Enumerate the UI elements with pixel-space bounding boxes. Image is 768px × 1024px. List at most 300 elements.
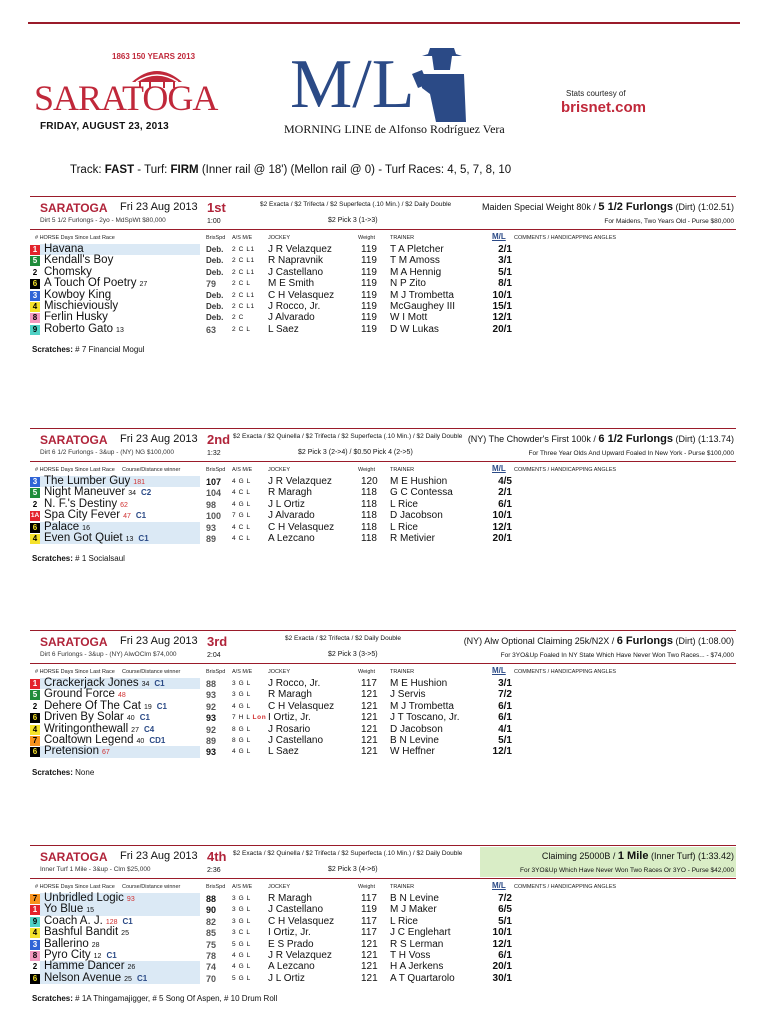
table-row <box>30 510 736 521</box>
race-block <box>30 630 736 777</box>
table-row <box>30 939 736 950</box>
horse-name: Hamme Dancer <box>44 960 125 973</box>
condition-surface: (Dirt) (1:13.74) <box>672 434 734 444</box>
trainer-name: L Rice <box>390 521 418 533</box>
morning-line-odds: 4/5 <box>498 476 512 487</box>
jockey-name: C H Velasquez <box>268 289 335 301</box>
morning-line-odds: 15/1 <box>492 300 512 312</box>
weight-value: 118 <box>361 532 377 544</box>
course-distance-badge: C2 <box>140 488 152 498</box>
trainer-name: N P Zito <box>390 278 426 290</box>
condition-surface: (Dirt) (1:08.00) <box>672 636 734 646</box>
post-position-badge: 6 <box>30 713 40 723</box>
col-horse: # HORSE Days Since Last Race <box>35 884 115 890</box>
post-time: 2:36 <box>207 867 221 874</box>
turf-status: FIRM <box>170 164 199 176</box>
trainer-name: W Heffner <box>390 746 435 758</box>
post-time: 1:00 <box>207 218 221 225</box>
weight-value: 121 <box>361 700 378 712</box>
age-sex-med <box>232 489 251 496</box>
age-sex-med <box>232 257 255 264</box>
race-header <box>30 196 736 230</box>
post-position-badge: 2 <box>30 962 40 972</box>
horse-name: Spa City Fever <box>44 509 121 522</box>
days-since-last-race: 128 <box>105 918 118 926</box>
post-position-badge: 7 <box>30 736 40 746</box>
jockey-name: J Rocco, Jr. <box>268 300 321 312</box>
trainer-name: T M Amoss <box>390 255 440 267</box>
post-position-badge: 2 <box>30 500 40 510</box>
brisnet-logo: brisnet.com <box>561 99 647 116</box>
age-sex-med <box>232 269 255 276</box>
morning-line-odds: 20/1 <box>492 323 512 335</box>
weight-value: 119 <box>361 323 377 335</box>
col-brisspd: BrisSpd <box>206 467 226 473</box>
weight-value: 119 <box>361 300 377 312</box>
horse-name: The Lumber Guy <box>44 475 131 487</box>
age-sex-med <box>232 929 251 936</box>
post-position-badge: 6 <box>30 747 40 757</box>
jockey-name: R Maragh <box>268 689 312 701</box>
table-row <box>30 290 736 301</box>
trainer-name: D Jacobson <box>390 723 443 735</box>
horse-name: Yo Blue <box>44 903 84 916</box>
scratches-list: # 1 Socialsaul <box>75 554 125 564</box>
col-course-distance: Course/Distance winner <box>122 884 181 890</box>
speed-figure: Deb. <box>206 290 224 300</box>
speed-figure: 90 <box>206 905 217 916</box>
table-row <box>30 724 736 735</box>
col-trainer: TRAINER <box>390 467 415 473</box>
post-time: 2:04 <box>207 652 221 659</box>
speed-figure: 107 <box>206 477 222 487</box>
race-purse: For Maidens, Two Years Old - Purse $80,000 <box>604 218 734 225</box>
jockey-name: L Saez <box>268 323 299 335</box>
age-sex-value: 2 C L1 <box>232 302 255 310</box>
col-brisspd: BrisSpd <box>206 669 226 675</box>
horse-name: Pyro City <box>44 948 91 961</box>
days-since-last-race: 62 <box>120 501 128 509</box>
morning-line-odds: 2/1 <box>498 487 512 499</box>
post-position-badge: 8 <box>30 951 40 961</box>
weight-value: 121 <box>361 949 378 961</box>
col-morning-line: M/L <box>492 232 506 241</box>
horse-name: Coach A. J. <box>44 914 103 927</box>
post-position-badge: 1A <box>30 512 40 520</box>
morning-line-odds: 3/1 <box>498 678 512 689</box>
scratches-line <box>32 768 94 777</box>
race-purse: For 3YO&Up Foaled In NY State Which Have Never Won Two Races... - $74,000 <box>500 652 734 659</box>
age-sex-med <box>232 512 251 519</box>
horse-name-cell <box>40 973 200 984</box>
post-position-badge: 3 <box>30 477 40 487</box>
days-since-last-race: 34 <box>141 681 150 688</box>
age-sex-med <box>232 918 251 925</box>
post-position-badge: 9 <box>30 917 40 927</box>
age-sex-value: 3 G L <box>232 895 251 902</box>
race-track: SARATOGA <box>40 635 108 649</box>
age-sex-med <box>232 941 251 948</box>
age-sex-med <box>232 963 251 970</box>
race-distance: 5 1/2 Furlongs <box>598 201 673 213</box>
jockey-name: C H Velasquez <box>268 700 335 712</box>
race-block <box>30 845 736 1004</box>
race-block <box>30 428 736 564</box>
race-date: Fri 23 Aug 2013 <box>120 850 198 862</box>
table-row <box>30 701 736 712</box>
card-date: FRIDAY, AUGUST 23, 2013 <box>40 121 169 132</box>
age-sex-value: 8 G L <box>232 725 251 733</box>
morning-line-odds: 5/1 <box>498 915 512 927</box>
race-header <box>30 630 736 664</box>
top-rule <box>28 22 740 24</box>
course-distance-badge: C1 <box>138 533 149 543</box>
morning-line-odds: 12/1 <box>492 746 512 758</box>
days-since-last-race: 47 <box>123 513 131 521</box>
horse-name: Ground Force <box>44 688 115 701</box>
age-sex-value: 7 H L <box>232 714 251 722</box>
post-position-badge: 4 <box>30 928 40 938</box>
post-position-badge: 1 <box>30 905 40 915</box>
speed-figure: Deb. <box>206 256 224 266</box>
age-sex-med <box>232 737 251 744</box>
age-sex-med <box>232 524 251 531</box>
col-weight: Weight <box>358 669 376 675</box>
speed-figure: 92 <box>206 701 217 712</box>
days-since-last-race: 67 <box>101 749 110 757</box>
speed-figure: 93 <box>206 690 217 701</box>
speed-figure: 104 <box>206 488 222 499</box>
morning-line-odds: 3/1 <box>498 255 512 267</box>
morning-line-odds: 12/1 <box>492 312 512 324</box>
condition-surface: (Dirt) (1:02.51) <box>672 202 734 212</box>
race-distance: 6 1/2 Furlongs <box>598 433 673 445</box>
days-since-last-race: 40 <box>126 715 135 723</box>
jockey-name: R Maragh <box>268 893 312 904</box>
horse-name: Roberto Gato <box>44 322 114 335</box>
horse-name: Coaltown Legend <box>44 733 134 746</box>
col-weight: Weight <box>358 884 376 890</box>
morning-line-odds: 20/1 <box>492 961 512 973</box>
horse-name-cell <box>40 324 200 335</box>
race-date: Fri 23 Aug 2013 <box>120 635 198 647</box>
age-sex-med <box>232 748 251 755</box>
trainer-name: H A Jerkens <box>390 961 444 973</box>
horse-name: Crackerjack Jones <box>44 677 139 689</box>
condition-type: (NY) Alw Optional Claiming 25k/N2X / <box>463 636 617 646</box>
race-conditions <box>468 433 734 445</box>
col-weight: Weight <box>358 467 376 473</box>
morning-line-odds: 6/5 <box>498 904 512 916</box>
course-distance-badge: C1 <box>156 701 167 711</box>
col-trainer: TRAINER <box>390 884 415 890</box>
jockey-name: J Alvarado <box>268 510 315 522</box>
horse-name: Even Got Quiet <box>44 531 123 544</box>
jockey-name: A Lezcano <box>268 961 315 973</box>
column-headers <box>30 664 736 678</box>
table-row <box>30 735 736 746</box>
course-distance-badge: C1 <box>106 950 117 960</box>
scratches-label: Scratches: <box>32 994 76 1004</box>
weight-value: 121 <box>361 723 378 735</box>
col-age-sex: A/S M/E <box>232 884 253 890</box>
col-horse: # HORSE Days Since Last Race <box>35 669 115 675</box>
col-morning-line: M/L <box>492 881 506 890</box>
table-row <box>30 255 736 266</box>
trainer-name: J C Englehart <box>390 927 451 939</box>
col-brisspd: BrisSpd <box>206 235 226 241</box>
table-row <box>30 533 736 544</box>
age-sex-value: 4 C L <box>232 523 251 531</box>
trainer-name: R S Lerman <box>390 938 444 950</box>
condition-type: Claiming 25000B / <box>541 851 618 861</box>
speed-figure: Deb. <box>206 267 224 277</box>
jockey-name: A Lezcano <box>268 532 315 544</box>
trainer-name: McGaughey III <box>390 300 456 312</box>
weight-value: 119 <box>361 904 377 916</box>
morning-line-odds: 10/1 <box>492 510 512 522</box>
col-comments: COMMENTS / HANDICAPPING ANGLES <box>514 669 617 675</box>
jockey-name: J Rosario <box>268 723 311 735</box>
jockey-name: R Maragh <box>268 487 312 499</box>
race-conditions <box>542 850 734 862</box>
race-conditions <box>482 201 734 213</box>
age-sex-value: 4 G L <box>232 951 251 959</box>
race-summary: Dirt 6 1/2 Furlongs - 3&up - (NY) NG $100,000 <box>40 449 175 456</box>
age-sex-med <box>232 952 251 959</box>
jockey-name: R Napravnik <box>268 255 324 267</box>
age-sex-value: 7 G L <box>232 512 251 520</box>
course-distance-badge: C1 <box>154 679 165 688</box>
jockey-name: J Castellano <box>268 904 324 916</box>
jockey-name: J R Velazquez <box>268 949 332 961</box>
trainer-name: A T Quartarolo <box>390 972 455 984</box>
table-row <box>30 678 736 689</box>
jockey-name: J Rocco, Jr. <box>268 678 321 689</box>
post-position-badge: 1 <box>30 679 40 689</box>
speed-figure: 70 <box>206 973 217 984</box>
morning-line-odds: 10/1 <box>492 289 512 301</box>
days-since-last-race: 19 <box>143 703 152 711</box>
speed-figure: 78 <box>206 950 217 961</box>
horse-name: Night Maneuver <box>44 486 126 499</box>
weight-value: 119 <box>361 312 377 324</box>
jockey-name: C H Velasquez <box>268 521 335 533</box>
table-row <box>30 487 736 498</box>
age-sex-value: 5 G L <box>232 974 251 982</box>
horse-name: Dehere Of The Cat <box>44 699 141 712</box>
table-row <box>30 916 736 927</box>
course-distance-badge: C1 <box>136 973 148 983</box>
speed-figure: 75 <box>206 939 217 950</box>
speed-figure: 93 <box>206 522 217 533</box>
morning-line-odds: 4/1 <box>498 723 512 735</box>
course-distance-badge: CD1 <box>149 735 166 745</box>
scratches-line <box>32 554 125 563</box>
horse-name: Unbridled Logic <box>44 892 124 904</box>
weight-value: 121 <box>361 712 378 724</box>
morning-line-odds: 10/1 <box>492 927 512 939</box>
col-trainer: TRAINER <box>390 235 415 241</box>
trainer-name: L Rice <box>390 498 418 510</box>
horse-name-cell <box>40 746 200 757</box>
age-sex-value: 3 G L <box>232 906 251 914</box>
age-sex-med <box>232 246 255 253</box>
jockey-name: I Ortiz, Jr. <box>268 712 311 724</box>
table-row <box>30 973 736 984</box>
age-sex-med <box>232 680 251 687</box>
table-row <box>30 278 736 289</box>
post-position-badge: 5 <box>30 690 40 700</box>
morning-line-odds: 2/1 <box>498 244 512 255</box>
age-sex-med <box>232 714 266 721</box>
col-comments: COMMENTS / HANDICAPPING ANGLES <box>514 235 617 241</box>
table-row <box>30 893 736 904</box>
speed-figure: 88 <box>206 679 217 689</box>
table-row <box>30 244 736 255</box>
post-position-badge: 4 <box>30 534 40 544</box>
speed-figure: 63 <box>206 324 217 335</box>
trainer-name: T H Voss <box>390 949 431 961</box>
years-badge: 1863 150 YEARS 2013 <box>112 52 196 61</box>
col-horse: # HORSE Days Since Last Race <box>35 467 115 473</box>
age-sex-value: 2 C <box>232 314 244 322</box>
age-sex-value: 8 G L <box>232 736 251 744</box>
days-since-last-race: 13 <box>125 535 134 543</box>
col-course-distance: Course/Distance winner <box>122 669 181 675</box>
horse-name: Kowboy King <box>44 288 112 301</box>
age-sex-med <box>232 895 251 902</box>
age-sex-med <box>232 303 255 310</box>
morning-line-odds: 5/1 <box>498 266 512 278</box>
col-jockey: JOCKEY <box>268 235 291 241</box>
days-since-last-race: 28 <box>91 941 100 949</box>
race-summary: Inner Turf 1 Mile - 3&up - Clm $25,000 <box>40 866 151 873</box>
track-prefix: Track: <box>70 164 105 176</box>
days-since-last-race: 93 <box>126 896 135 903</box>
age-sex-med <box>232 478 251 485</box>
table-row <box>30 961 736 972</box>
horse-name: Bashful Bandit <box>44 926 119 939</box>
race-header <box>30 428 736 462</box>
horse-name: Kendall's Boy <box>44 254 114 267</box>
horse-name: Pretension <box>44 745 99 758</box>
lasix-on-flag: Lon <box>252 714 267 722</box>
days-since-last-race: 25 <box>124 975 132 983</box>
col-horse: # HORSE Days Since Last Race <box>35 235 115 241</box>
speed-figure: 82 <box>206 916 217 927</box>
scratches-label: Scratches: <box>32 767 76 777</box>
morning-line-odds: 5/1 <box>498 734 512 746</box>
race-purse: For Three Year Olds And Upward Foaled In New York - Purse $100,000 <box>528 450 734 457</box>
jockey-name: L Saez <box>268 746 299 758</box>
table-row <box>30 927 736 938</box>
morning-line-odds: 7/2 <box>498 689 512 701</box>
trainer-name: D W Lukas <box>390 323 439 335</box>
age-sex-value: 2 C L <box>232 280 251 288</box>
morning-line-odds: 6/1 <box>498 498 512 510</box>
race-track: SARATOGA <box>40 433 108 447</box>
speed-figure: 98 <box>206 499 217 510</box>
post-position-badge: 5 <box>30 488 40 498</box>
weight-value: 119 <box>361 289 377 301</box>
col-trainer: TRAINER <box>390 669 415 675</box>
age-sex-value: 4 G L <box>232 702 251 710</box>
weight-value: 117 <box>361 915 377 927</box>
table-row <box>30 522 736 533</box>
table-row <box>30 746 736 757</box>
scratches-list: # 1A Thingamajigger, # 5 Song Of Aspen, # 10 Drum Roll <box>75 994 278 1004</box>
wager-list: $2 Exacta / $2 Quinella / $2 Trifecta / $2 Superfecta (.10 Min.) / $2 Daily Double <box>233 850 463 857</box>
speed-figure: 74 <box>206 962 217 973</box>
age-sex-value: 3 G L <box>232 917 251 925</box>
days-since-last-race: 27 <box>131 726 139 734</box>
turf-prefix: - Turf: <box>134 164 171 176</box>
trainer-name: M J Maker <box>390 904 437 916</box>
days-since-last-race: 26 <box>127 964 136 972</box>
col-jockey: JOCKEY <box>268 669 291 675</box>
weight-value: 119 <box>361 244 377 255</box>
race-distance: 1 Mile <box>617 850 649 862</box>
days-since-last-race: 13 <box>116 326 124 334</box>
table-row <box>30 301 736 312</box>
jockey-name: J Alvarado <box>268 312 315 324</box>
pick-wagers: $2 Pick 3 (1->3) <box>328 217 378 224</box>
stats-label: Stats courtesy of <box>566 89 626 98</box>
pick-wagers: $2 Pick 3 (2->4) / $0.50 Pick 4 (2->5) <box>298 449 413 456</box>
col-age-sex: A/S M/E <box>232 467 253 473</box>
scratches-label: Scratches: <box>32 345 76 355</box>
age-sex-med <box>232 501 251 508</box>
weight-value: 119 <box>361 278 377 290</box>
column-headers <box>30 230 736 244</box>
post-position-badge: 7 <box>30 894 40 904</box>
jockey-name: J R Velazquez <box>268 476 332 487</box>
trainer-name: M A Hennig <box>390 266 442 278</box>
age-sex-value: 4 G L <box>232 963 251 971</box>
age-sex-med <box>232 535 251 542</box>
col-comments: COMMENTS / HANDICAPPING ANGLES <box>514 884 617 890</box>
post-position-badge: 3 <box>30 291 40 301</box>
horse-name-cell <box>40 533 200 544</box>
table-row <box>30 499 736 510</box>
post-position-badge: 6 <box>30 279 40 289</box>
horse-name: Chomsky <box>44 265 92 278</box>
weight-value: 118 <box>361 498 377 510</box>
col-morning-line: M/L <box>492 666 506 675</box>
age-sex-value: 3 G L <box>232 680 251 687</box>
saratoga-wordmark: SARATOGA <box>34 78 218 118</box>
weight-value: 121 <box>361 961 378 973</box>
race-number: 1st <box>207 200 226 215</box>
speed-figure: 92 <box>206 724 217 735</box>
condition-surface: (Inner Turf) (1:33.42) <box>648 851 734 861</box>
horse-name: Ballerino <box>44 937 89 950</box>
speed-figure: 79 <box>206 279 217 290</box>
col-age-sex: A/S M/E <box>232 669 253 675</box>
horse-name: Ferlin Husky <box>44 311 108 324</box>
age-sex-med <box>232 726 251 733</box>
col-comments: COMMENTS / HANDICAPPING ANGLES <box>514 467 617 473</box>
post-position-badge: 2 <box>30 268 40 278</box>
age-sex-value: 3 G L <box>232 691 251 699</box>
trainer-name: W I Mott <box>390 312 428 324</box>
age-sex-med <box>232 314 244 321</box>
weight-value: 117 <box>361 678 377 689</box>
col-brisspd: BrisSpd <box>206 884 226 890</box>
col-morning-line: M/L <box>492 464 506 473</box>
speed-figure: Deb. <box>206 245 224 254</box>
